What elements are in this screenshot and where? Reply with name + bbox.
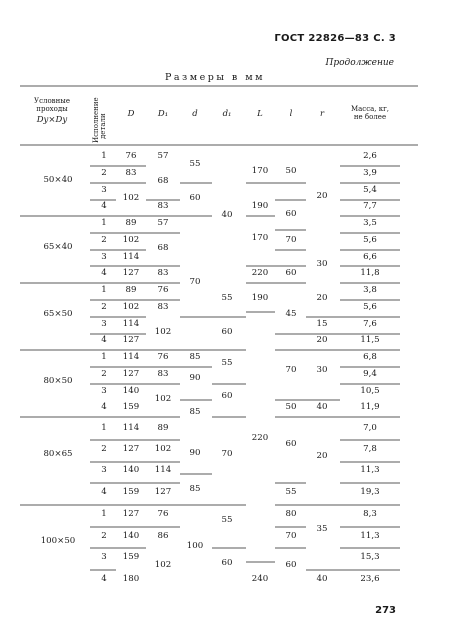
mass-cell: 7,0 — [363, 423, 377, 433]
r-cell: 20 — [316, 451, 328, 461]
d-cell: 85 — [189, 407, 201, 417]
d-cell: 85 — [189, 484, 201, 494]
mass-cell: 2,6 — [363, 151, 377, 161]
D-cell: 83 — [125, 168, 137, 178]
l-cell: 80 — [285, 509, 297, 519]
D1-cell: 57 — [157, 151, 169, 161]
passage-cell: 80×65 — [43, 449, 73, 459]
d-cell: 85 — [189, 352, 201, 362]
D1-cell: 102 — [154, 327, 172, 337]
mass-cell: 5,6 — [363, 235, 377, 245]
D1-cell: 83 — [157, 268, 169, 278]
D1-cell: 102 — [154, 394, 172, 404]
D1-cell: 89 — [157, 423, 169, 433]
exec-cell: 4 — [101, 335, 107, 345]
D-cell: 127 — [122, 444, 140, 454]
r-cell: 30 — [316, 365, 328, 375]
mass-cell: 23,6 — [360, 574, 380, 584]
D-cell: 114 — [122, 352, 140, 362]
D1-cell: 86 — [157, 531, 169, 541]
d1-cell: 60 — [221, 327, 233, 337]
d1-cell: 60 — [221, 558, 233, 568]
mass-cell: 7,6 — [363, 319, 377, 329]
L-cell: 220 — [251, 268, 269, 278]
r-cell: 40 — [316, 402, 328, 412]
d1-cell: 55 — [221, 293, 233, 303]
l-cell: 60 — [285, 439, 297, 449]
header-passage-l1: Условные — [34, 97, 70, 105]
mass-cell: 11,5 — [360, 335, 380, 345]
exec-cell: 4 — [101, 402, 107, 412]
dimensions-title: Размеры в мм — [165, 72, 266, 83]
exec-cell: 1 — [101, 352, 107, 362]
mass-cell: 10,5 — [360, 386, 380, 396]
header-passage-l2: проходы — [36, 105, 68, 113]
d-cell: 90 — [189, 373, 201, 383]
D-cell: 159 — [122, 487, 140, 497]
D1-cell: 76 — [157, 285, 169, 295]
r-cell: 15 — [316, 319, 328, 329]
r-cell: 20 — [316, 191, 328, 201]
D-cell: 102 — [122, 235, 140, 245]
standard-header: ГОСТ 22826—83 С. 3 — [274, 33, 396, 44]
passage-cell: 65×40 — [43, 242, 73, 252]
D-cell: 89 — [125, 218, 137, 228]
header-d1: d₁ — [222, 109, 232, 119]
d1-cell: 70 — [221, 449, 233, 459]
l-cell: 70 — [285, 365, 297, 375]
D-cell: 127 — [122, 509, 140, 519]
passage-cell: 80×50 — [43, 376, 73, 386]
exec-cell: 1 — [101, 285, 107, 295]
r-cell: 30 — [316, 259, 328, 269]
mass-cell: 7,7 — [363, 201, 377, 211]
exec-cell: 1 — [101, 218, 107, 228]
passage-cell: 100×50 — [40, 536, 76, 546]
table-grid — [20, 86, 418, 570]
mass-cell: 11,9 — [360, 402, 380, 412]
D1-cell: 114 — [154, 465, 172, 475]
exec-cell: 4 — [101, 201, 107, 211]
header-passage-l3: Dу×Dу — [36, 115, 68, 125]
mass-cell: 3,9 — [363, 168, 377, 178]
r-cell: 40 — [316, 574, 328, 584]
d1-cell: 55 — [221, 358, 233, 368]
l-cell: 70 — [285, 531, 297, 541]
mass-cell: 7,8 — [363, 444, 377, 454]
D-cell: 76 — [125, 151, 137, 161]
L-cell: 170 — [251, 166, 269, 176]
header-r: r — [319, 109, 325, 119]
exec-cell: 1 — [101, 509, 107, 519]
header-D: D — [127, 109, 135, 119]
D1-cell: 102 — [154, 560, 172, 570]
header-exec-l1: Исполнение — [92, 97, 100, 143]
d1-cell: 55 — [221, 515, 233, 525]
D-cell: 127 — [122, 369, 140, 379]
exec-cell: 3 — [101, 386, 107, 396]
mass-cell: 6,6 — [363, 252, 377, 262]
l-cell: 70 — [285, 235, 297, 245]
mass-cell: 5,6 — [363, 302, 377, 312]
l-cell: 45 — [285, 309, 297, 319]
mass-cell: 15,3 — [360, 552, 380, 562]
mass-cell: 3,5 — [363, 218, 377, 228]
exec-cell: 4 — [101, 268, 107, 278]
mass-cell: 5,4 — [363, 185, 377, 195]
D-cell: 159 — [122, 402, 140, 412]
D-cell: 159 — [122, 552, 140, 562]
D1-cell: 102 — [154, 444, 172, 454]
header-l: l — [289, 109, 293, 119]
L-cell: 170 — [251, 233, 269, 243]
L-cell: 190 — [251, 293, 269, 303]
exec-cell: 3 — [101, 252, 107, 262]
d1-cell: 40 — [221, 210, 233, 220]
D1-cell: 57 — [157, 218, 169, 228]
d-cell: 100 — [186, 541, 204, 551]
header-exec-l2: детали — [99, 113, 107, 139]
l-cell: 60 — [285, 209, 297, 219]
l-cell: 50 — [285, 402, 297, 412]
mass-cell: 3,8 — [363, 285, 377, 295]
mass-cell: 11,3 — [360, 531, 380, 541]
exec-cell: 4 — [101, 487, 107, 497]
mass-cell: 11,8 — [360, 268, 380, 278]
d-cell: 90 — [189, 448, 201, 458]
exec-cell: 4 — [101, 574, 107, 584]
l-cell: 60 — [285, 268, 297, 278]
passage-cell: 50×40 — [43, 175, 73, 185]
D1-cell: 68 — [157, 176, 169, 186]
mass-cell: 11,3 — [360, 465, 380, 475]
passage-cell: 65×50 — [43, 309, 73, 319]
D-cell: 89 — [125, 285, 137, 295]
exec-cell: 3 — [101, 465, 107, 475]
exec-cell: 2 — [101, 444, 107, 454]
mass-cell: 19,3 — [360, 487, 380, 497]
mass-cell: 8,3 — [363, 509, 377, 519]
D-cell: 127 — [122, 268, 140, 278]
exec-cell: 1 — [101, 423, 107, 433]
mass-cell: 9,4 — [363, 369, 377, 379]
exec-cell: 2 — [101, 302, 107, 312]
D-cell: 127 — [122, 335, 140, 345]
header-mass-l2: не более — [353, 113, 387, 121]
r-cell: 35 — [316, 524, 328, 534]
exec-cell: 2 — [101, 531, 107, 541]
r-cell: 20 — [316, 293, 328, 303]
exec-cell: 2 — [101, 235, 107, 245]
header-d: d — [192, 109, 198, 119]
D-cell: 140 — [122, 465, 140, 475]
L-cell: 240 — [251, 574, 269, 584]
D-cell: 140 — [122, 386, 140, 396]
exec-cell: 3 — [101, 319, 107, 329]
D1-cell: 76 — [157, 509, 169, 519]
r-cell: 20 — [316, 335, 328, 345]
exec-cell: 3 — [101, 552, 107, 562]
mass-cell: 6,8 — [363, 352, 377, 362]
exec-cell: 3 — [101, 185, 107, 195]
header-mass-l1: Масса, кг, — [350, 105, 390, 113]
d-cell: 70 — [189, 277, 201, 287]
page-number: 273 — [375, 605, 396, 616]
D-cell: 114 — [122, 423, 140, 433]
D-cell: 102 — [122, 302, 140, 312]
L-cell: 220 — [251, 433, 269, 443]
D1-cell: 68 — [157, 243, 169, 253]
D1-cell: 83 — [157, 201, 169, 211]
D1-cell: 83 — [157, 302, 169, 312]
D1-cell: 76 — [157, 352, 169, 362]
d1-cell: 60 — [221, 391, 233, 401]
exec-cell: 1 — [101, 151, 107, 161]
exec-cell: 2 — [101, 168, 107, 178]
l-cell: 55 — [285, 487, 297, 497]
D-cell: 102 — [122, 193, 140, 203]
header-L: L — [257, 109, 263, 119]
L-cell: 190 — [251, 201, 269, 211]
header-D1: D₁ — [157, 109, 169, 119]
l-cell: 50 — [285, 166, 297, 176]
D-cell: 114 — [122, 319, 140, 329]
exec-cell: 2 — [101, 369, 107, 379]
D1-cell: 83 — [157, 369, 169, 379]
continuation-label: Продолжение — [325, 58, 394, 68]
D-cell: 114 — [122, 252, 140, 262]
D-cell: 140 — [122, 531, 140, 541]
d-cell: 60 — [189, 193, 201, 203]
l-cell: 60 — [285, 560, 297, 570]
D-cell: 180 — [122, 574, 140, 584]
D1-cell: 127 — [154, 487, 172, 497]
d-cell: 55 — [189, 159, 201, 169]
